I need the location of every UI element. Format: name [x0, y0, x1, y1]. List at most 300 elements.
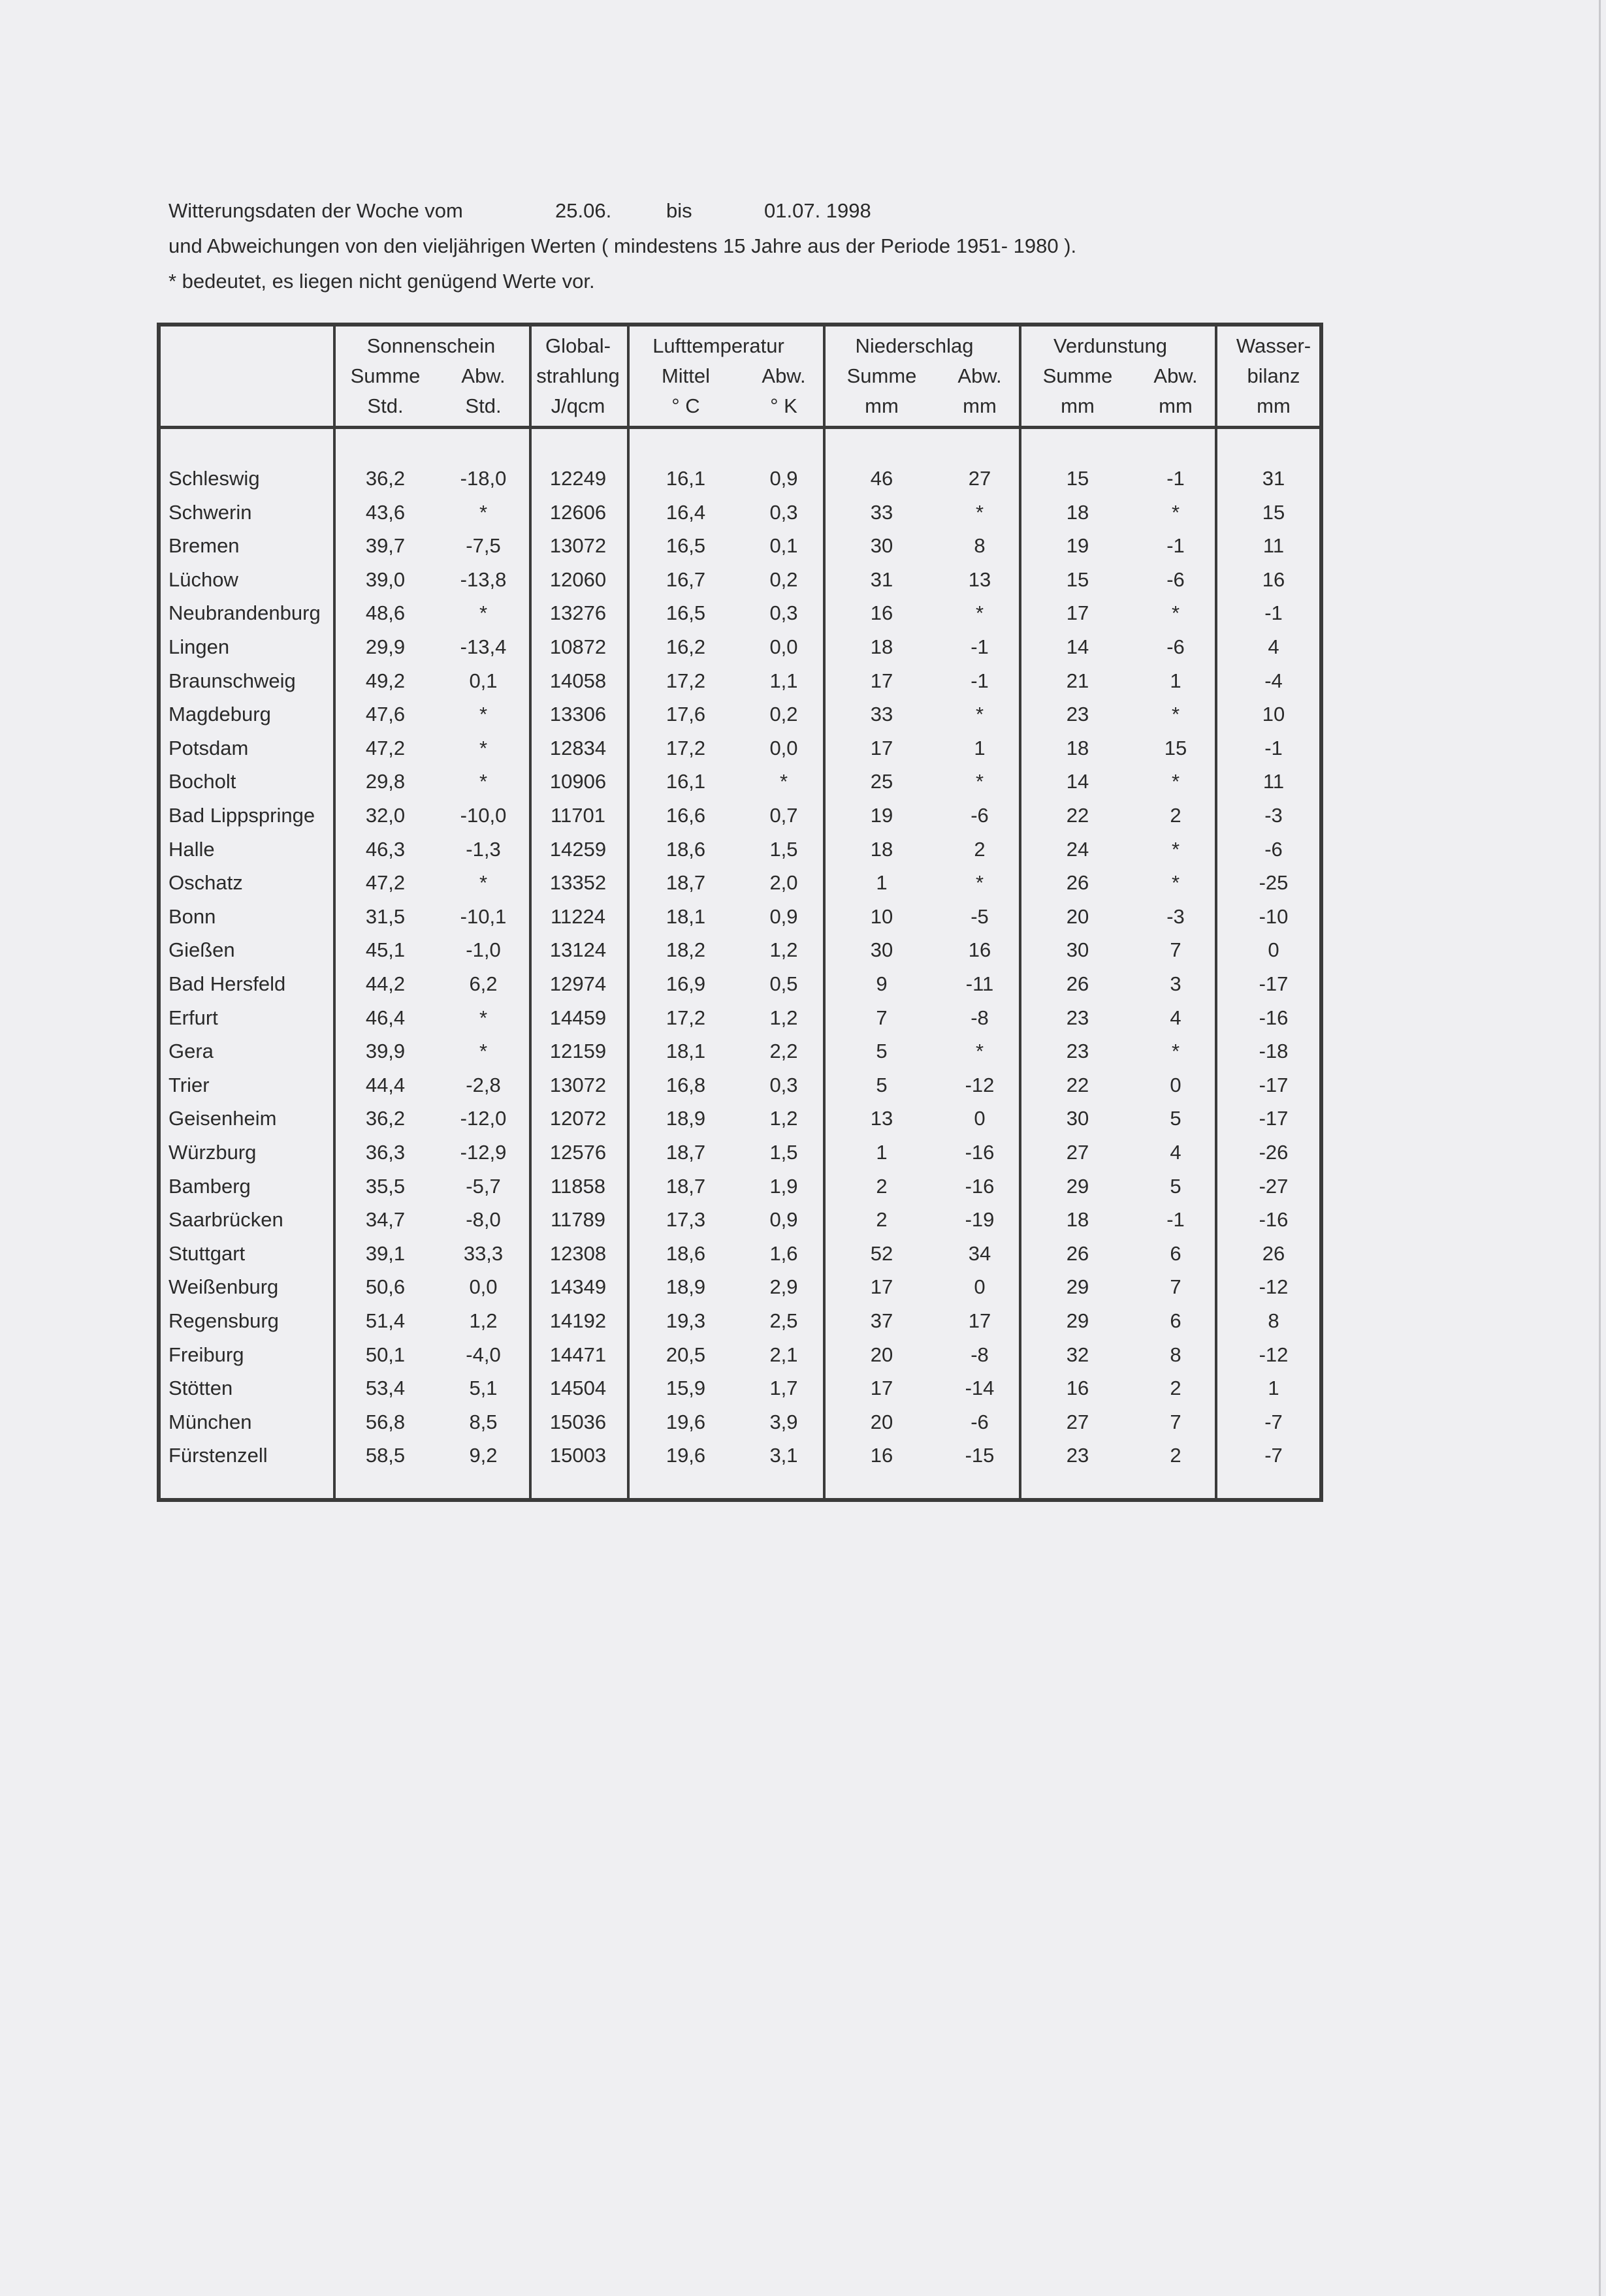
table-cell: 12072: [549, 1107, 607, 1130]
table-cell: 2: [974, 838, 986, 861]
table-cell: 0: [1170, 1074, 1181, 1096]
table-cell: 13072: [549, 534, 607, 557]
table-cell: 18: [870, 838, 893, 861]
table-cell: 17: [968, 1309, 991, 1332]
subheader: Mittel: [661, 364, 711, 387]
table-cell: 20: [870, 1343, 893, 1366]
table-cell: 52: [870, 1242, 893, 1265]
column-divider: [1019, 327, 1021, 1498]
table-cell: -6: [971, 1411, 989, 1433]
table-cell: 34,7: [365, 1208, 406, 1231]
table-cell: 17: [1066, 601, 1089, 624]
table-cell: 31: [870, 568, 893, 591]
table-cell: 18,1: [666, 905, 706, 928]
subheader: Summe: [350, 364, 421, 387]
weather-table: [157, 323, 1323, 1502]
table-cell: 17: [870, 737, 893, 759]
table-cell: 19: [1066, 534, 1089, 557]
table-cell: 26: [1066, 1242, 1089, 1265]
column-divider: [529, 327, 532, 1498]
table-cell: 19,6: [666, 1411, 706, 1433]
table-cell: 1,2: [769, 1006, 798, 1029]
table-cell: 16,1: [666, 467, 706, 490]
table-cell: 47,2: [365, 737, 406, 759]
table-cell: 13276: [549, 601, 607, 624]
table-cell: 11224: [551, 905, 605, 928]
station-name: Weißenburg: [169, 1275, 279, 1298]
table-cell: 2: [1170, 1444, 1181, 1467]
table-cell: 5,1: [469, 1377, 498, 1399]
table-cell: 18,7: [666, 1175, 706, 1198]
table-cell: *: [479, 501, 488, 524]
table-cell: 18: [1066, 737, 1089, 759]
table-cell: *: [975, 501, 984, 524]
unit: mm: [1159, 394, 1193, 417]
table-cell: -16: [965, 1141, 995, 1164]
unit: ° K: [770, 394, 797, 417]
table-cell: *: [975, 1040, 984, 1062]
table-cell: *: [975, 871, 984, 894]
station-name: Neubrandenburg: [169, 601, 321, 624]
station-name: Magdeburg: [169, 703, 271, 725]
table-cell: 29: [1066, 1175, 1089, 1198]
station-name: Potsdam: [169, 737, 249, 759]
subheader: Summe: [846, 364, 917, 387]
table-cell: 31,5: [365, 905, 406, 928]
unit: Std.: [465, 394, 502, 417]
table-cell: 10872: [549, 635, 607, 658]
table-cell: 48,6: [365, 601, 406, 624]
table-cell: 46,3: [365, 838, 406, 861]
table-cell: -13,4: [460, 635, 507, 658]
table-cell: -6: [971, 804, 989, 827]
table-cell: -12: [965, 1074, 995, 1096]
table-cell: -6: [1264, 838, 1283, 861]
table-cell: 15: [1066, 467, 1089, 490]
table-cell: -12,0: [460, 1107, 507, 1130]
table-cell: 18,6: [666, 1242, 706, 1265]
table-cell: 39,1: [365, 1242, 406, 1265]
station-name: Braunschweig: [169, 669, 296, 692]
table-cell: 17,6: [666, 703, 706, 725]
table-cell: -8: [971, 1343, 989, 1366]
table-cell: 1,2: [469, 1309, 498, 1332]
table-cell: 0: [974, 1107, 986, 1130]
table-cell: 29: [1066, 1275, 1089, 1298]
table-cell: 22: [1066, 1074, 1089, 1096]
unit: mm: [963, 394, 997, 417]
table-cell: -11: [965, 972, 994, 995]
table-cell: *: [1171, 601, 1180, 624]
table-cell: 0,3: [769, 601, 798, 624]
table-cell: 44,4: [365, 1074, 406, 1096]
station-name: Regensburg: [169, 1309, 279, 1332]
table-cell: -2,8: [466, 1074, 501, 1096]
header-divider: [161, 426, 1319, 429]
table-cell: 19: [870, 804, 893, 827]
table-cell: 33: [870, 703, 893, 725]
table-cell: 37: [870, 1309, 893, 1332]
table-cell: 10: [870, 905, 893, 928]
station-name: Oschatz: [169, 871, 243, 894]
station-name: Fürstenzell: [169, 1444, 268, 1467]
table-cell: 31: [1262, 467, 1285, 490]
table-cell: -18: [1259, 1040, 1289, 1062]
table-cell: -10,1: [460, 905, 507, 928]
table-cell: 14471: [549, 1343, 607, 1366]
table-cell: 0,3: [769, 501, 798, 524]
table-cell: 27: [1066, 1411, 1089, 1433]
table-cell: 35,5: [365, 1175, 406, 1198]
table-cell: 16,7: [666, 568, 706, 591]
table-cell: -1,0: [466, 938, 501, 961]
column-divider: [823, 327, 826, 1498]
table-cell: 16: [1262, 568, 1285, 591]
table-cell: 0,2: [769, 568, 798, 591]
table-cell: 53,4: [365, 1377, 406, 1399]
table-cell: 45,1: [365, 938, 406, 961]
table-cell: 0,1: [469, 669, 498, 692]
table-cell: 1,9: [769, 1175, 798, 1198]
table-cell: -25: [1259, 871, 1289, 894]
table-cell: 23: [1066, 1006, 1089, 1029]
unit: J/qcm: [551, 394, 605, 417]
table-cell: -1: [1264, 737, 1283, 759]
table-cell: 11: [1262, 770, 1285, 793]
table-cell: -1: [971, 635, 989, 658]
table-cell: 2: [1170, 804, 1181, 827]
station-name: Erfurt: [169, 1006, 218, 1029]
station-name: Freiburg: [169, 1343, 244, 1366]
station-name: Gera: [169, 1040, 214, 1062]
table-cell: 19,6: [666, 1444, 706, 1467]
table-cell: 12159: [549, 1040, 607, 1062]
table-cell: 2,9: [769, 1275, 798, 1298]
subheader: Abw.: [461, 364, 506, 387]
table-cell: 7: [1170, 938, 1181, 961]
table-cell: 2,2: [769, 1040, 798, 1062]
table-cell: 16,4: [666, 501, 706, 524]
table-cell: 13124: [549, 938, 607, 961]
unit: ° C: [671, 394, 700, 417]
table-cell: 5: [876, 1040, 888, 1062]
table-cell: -3: [1264, 804, 1283, 827]
table-cell: 4: [1170, 1006, 1181, 1029]
table-cell: 18,7: [666, 871, 706, 894]
table-cell: 14504: [549, 1377, 607, 1399]
table-cell: 0,9: [769, 1208, 798, 1231]
table-cell: 23: [1066, 1040, 1089, 1062]
table-cell: 12308: [549, 1242, 607, 1265]
table-cell: 0,5: [769, 972, 798, 995]
table-cell: 32: [1066, 1343, 1089, 1366]
unit: mm: [1257, 394, 1291, 417]
station-name: Saarbrücken: [169, 1208, 283, 1231]
table-cell: 18,2: [666, 938, 706, 961]
subheader: Abw.: [1153, 364, 1198, 387]
table-cell: 16,9: [666, 972, 706, 995]
table-cell: 0,0: [769, 635, 798, 658]
group-verdunstung: Verdunstung: [1053, 334, 1168, 357]
table-cell: 23: [1066, 703, 1089, 725]
table-cell: 16,5: [666, 601, 706, 624]
table-cell: 10906: [549, 770, 607, 793]
table-cell: -10,0: [460, 804, 507, 827]
table-cell: -1: [1166, 534, 1185, 557]
station-name: Trier: [169, 1074, 210, 1096]
table-cell: 12249: [549, 467, 607, 490]
group-lufttemperatur: Lufttemperatur: [652, 334, 784, 357]
table-cell: 17: [870, 1275, 893, 1298]
page-edge: [1599, 0, 1601, 2296]
table-cell: *: [1171, 703, 1180, 725]
unit: Std.: [367, 394, 404, 417]
table-cell: -16: [1259, 1006, 1289, 1029]
table-cell: 2: [1170, 1377, 1181, 1399]
table-cell: 16,8: [666, 1074, 706, 1096]
table-cell: 11: [1262, 534, 1285, 557]
subheader: Summe: [1042, 364, 1113, 387]
table-cell: -5: [971, 905, 989, 928]
table-cell: 20: [1066, 905, 1089, 928]
table-cell: *: [1171, 770, 1180, 793]
table-cell: 16,5: [666, 534, 706, 557]
table-cell: 34: [968, 1242, 991, 1265]
table-cell: 1,5: [769, 838, 798, 861]
table-cell: -16: [1259, 1208, 1289, 1231]
table-cell: 30: [870, 534, 893, 557]
table-cell: 27: [1066, 1141, 1089, 1164]
table-cell: 18: [1066, 1208, 1089, 1231]
table-cell: 10: [1262, 703, 1285, 725]
table-cell: 50,1: [365, 1343, 406, 1366]
table-cell: -1: [1166, 1208, 1185, 1231]
table-cell: 22: [1066, 804, 1089, 827]
table-cell: 2,5: [769, 1309, 798, 1332]
table-cell: -17: [1259, 1107, 1289, 1130]
table-cell: 7: [1170, 1411, 1181, 1433]
table-cell: 8,5: [469, 1411, 498, 1433]
table-cell: 18,9: [666, 1107, 706, 1130]
table-cell: -7: [1264, 1444, 1283, 1467]
table-cell: 26: [1066, 871, 1089, 894]
group-wasserbilanz: Wasser-: [1236, 334, 1311, 357]
table-cell: 16,6: [666, 804, 706, 827]
table-cell: 4: [1170, 1141, 1181, 1164]
table-cell: 1,2: [769, 1107, 798, 1130]
table-cell: 15,9: [666, 1377, 706, 1399]
table-cell: 13: [870, 1107, 893, 1130]
table-cell: 17,2: [666, 1006, 706, 1029]
table-cell: 9: [876, 972, 888, 995]
table-cell: 51,4: [365, 1309, 406, 1332]
station-name: Lingen: [169, 635, 230, 658]
table-cell: 1,1: [769, 669, 798, 692]
table-cell: 7: [1170, 1275, 1181, 1298]
table-cell: 16: [968, 938, 991, 961]
table-cell: 18: [870, 635, 893, 658]
station-name: Gießen: [169, 938, 235, 961]
station-name: Lüchow: [169, 568, 238, 591]
table-cell: 26: [1066, 972, 1089, 995]
table-cell: *: [975, 770, 984, 793]
table-cell: *: [479, 703, 488, 725]
table-cell: -13,8: [460, 568, 507, 591]
table-cell: 43,6: [365, 501, 406, 524]
table-cell: 39,9: [365, 1040, 406, 1062]
table-cell: 20: [870, 1411, 893, 1433]
group-globalstrahlung: Global-: [545, 334, 611, 357]
table-cell: -1,3: [466, 838, 501, 861]
table-cell: 14349: [549, 1275, 607, 1298]
table-cell: 17: [870, 669, 893, 692]
table-cell: 1: [876, 1141, 888, 1164]
table-cell: -17: [1259, 972, 1289, 995]
table-cell: -1: [1166, 467, 1185, 490]
table-cell: 30: [1066, 938, 1089, 961]
table-cell: *: [1171, 501, 1180, 524]
subheader: bilanz: [1247, 364, 1300, 387]
table-cell: -14: [965, 1377, 995, 1399]
table-cell: *: [479, 737, 488, 759]
station-name: Würzburg: [169, 1141, 257, 1164]
table-cell: -12: [1259, 1343, 1289, 1366]
table-cell: *: [975, 703, 984, 725]
table-cell: 11858: [551, 1175, 605, 1198]
table-cell: -15: [965, 1444, 995, 1467]
table-cell: -17: [1259, 1074, 1289, 1096]
table-cell: 23: [1066, 1444, 1089, 1467]
table-cell: 8: [1268, 1309, 1279, 1332]
table-cell: 1: [876, 871, 888, 894]
table-cell: 47,2: [365, 871, 406, 894]
table-cell: -7: [1264, 1411, 1283, 1433]
table-cell: 5: [876, 1074, 888, 1096]
table-cell: 17,2: [666, 669, 706, 692]
subheader: Abw.: [762, 364, 806, 387]
table-cell: 3,9: [769, 1411, 798, 1433]
table-cell: 1,5: [769, 1141, 798, 1164]
table-cell: 12576: [549, 1141, 607, 1164]
table-cell: *: [1171, 871, 1180, 894]
table-cell: -3: [1166, 905, 1185, 928]
table-cell: -4: [1264, 669, 1283, 692]
table-cell: *: [479, 1040, 488, 1062]
table-cell: 15036: [549, 1411, 607, 1433]
table-cell: 0,1: [769, 534, 798, 557]
table-cell: 1,6: [769, 1242, 798, 1265]
table-cell: 1: [1170, 669, 1181, 692]
table-cell: 33,3: [463, 1242, 504, 1265]
table-cell: 14058: [549, 669, 607, 692]
table-cell: 39,7: [365, 534, 406, 557]
table-cell: 16: [870, 1444, 893, 1467]
table-cell: 2: [876, 1208, 888, 1231]
table-cell: 0,9: [769, 905, 798, 928]
table-cell: 32,0: [365, 804, 406, 827]
table-cell: 4: [1268, 635, 1279, 658]
table-cell: 16,1: [666, 770, 706, 793]
station-name: Stötten: [169, 1377, 233, 1399]
table-cell: 13072: [549, 1074, 607, 1096]
table-cell: 13306: [549, 703, 607, 725]
table-cell: 39,0: [365, 568, 406, 591]
station-name: Bremen: [169, 534, 240, 557]
table-cell: 15: [1164, 737, 1187, 759]
table-cell: -5,7: [466, 1175, 501, 1198]
table-cell: -19: [965, 1208, 995, 1231]
table-cell: 13: [968, 568, 991, 591]
table-cell: 24: [1066, 838, 1089, 861]
date-to: 01.07. 1998: [764, 199, 871, 222]
table-cell: 1,7: [769, 1377, 798, 1399]
table-cell: 8: [974, 534, 986, 557]
table-cell: 1: [974, 737, 986, 759]
table-cell: 6,2: [469, 972, 498, 995]
table-cell: -7,5: [466, 534, 501, 557]
table-cell: 33: [870, 501, 893, 524]
table-cell: -26: [1259, 1141, 1289, 1164]
table-cell: 11701: [551, 804, 605, 827]
table-cell: -8: [971, 1006, 989, 1029]
table-cell: 3,1: [769, 1444, 798, 1467]
table-cell: 12060: [549, 568, 607, 591]
station-name: Bad Hersfeld: [169, 972, 286, 995]
table-cell: 18,6: [666, 838, 706, 861]
table-cell: -16: [965, 1175, 995, 1198]
station-name: Bamberg: [169, 1175, 251, 1198]
unit: mm: [865, 394, 899, 417]
table-cell: -12,9: [460, 1141, 507, 1164]
table-cell: 8: [1170, 1343, 1181, 1366]
table-cell: 12974: [549, 972, 607, 995]
station-name: Bad Lippspringe: [169, 804, 315, 827]
table-cell: 26: [1262, 1242, 1285, 1265]
station-name: Bonn: [169, 905, 216, 928]
table-cell: 13352: [549, 871, 607, 894]
table-cell: 14459: [549, 1006, 607, 1029]
date-from: 25.06.: [555, 199, 612, 222]
unit: mm: [1061, 394, 1095, 417]
table-cell: *: [1171, 1040, 1180, 1062]
table-cell: -1: [1264, 601, 1283, 624]
table-cell: 29,8: [365, 770, 406, 793]
table-cell: 15003: [549, 1444, 607, 1467]
table-cell: 0,2: [769, 703, 798, 725]
subheader: Abw.: [957, 364, 1002, 387]
table-cell: 14192: [549, 1309, 607, 1332]
column-divider: [333, 327, 336, 1498]
table-cell: 0: [974, 1275, 986, 1298]
table-cell: 12606: [549, 501, 607, 524]
table-cell: 18: [1066, 501, 1089, 524]
table-cell: 36,2: [365, 1107, 406, 1130]
table-cell: 17,2: [666, 737, 706, 759]
table-cell: *: [479, 601, 488, 624]
table-cell: 0,9: [769, 467, 798, 490]
header-description: und Abweichungen von den vieljährigen Werten ( mindestens 15 Jahre aus der Periode 1951- 1980 ).: [169, 234, 1077, 257]
table-cell: 29: [1066, 1309, 1089, 1332]
station-name: München: [169, 1411, 252, 1433]
table-cell: 30: [870, 938, 893, 961]
table-cell: 2: [876, 1175, 888, 1198]
table-cell: 5: [1170, 1175, 1181, 1198]
table-cell: 29,9: [365, 635, 406, 658]
table-cell: 46,4: [365, 1006, 406, 1029]
table-cell: -6: [1166, 635, 1185, 658]
group-sonnenschein: Sonnenschein: [366, 334, 496, 357]
table-cell: 20,5: [666, 1343, 706, 1366]
